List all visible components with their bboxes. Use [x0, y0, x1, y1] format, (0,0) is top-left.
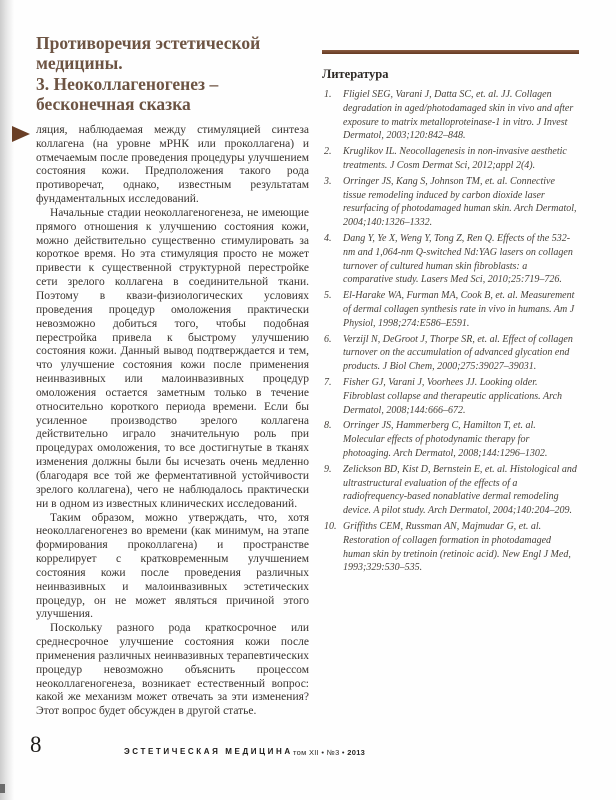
reference-number: 3. [324, 175, 332, 187]
section-divider-rule [322, 50, 579, 54]
reference-number: 2. [324, 146, 332, 158]
article-title-line-2: 3. Неоколлагеногенез – бесконечная сказка [36, 73, 219, 115]
reference-text: Orringer JS, Kang S, Johnson TM, et. al. Connective tissue remodeling induced by carbon dioxide laser resurfacing of photodamaged human skin. Arch Dermatol, 2004;140:1326–1332. [343, 175, 577, 229]
references-list [322, 88, 579, 575]
article-title [36, 33, 309, 115]
reference-number: 8. [324, 420, 332, 432]
continuation-arrow-icon [12, 126, 30, 142]
scan-artifact-mark [0, 784, 5, 793]
reference-item-10 [322, 520, 579, 575]
page-footer [0, 730, 616, 775]
journal-name: ЭСТЕТИЧЕСКАЯ МЕДИЦИНА [124, 747, 293, 756]
reference-item-7 [322, 376, 579, 417]
references-column [322, 50, 579, 577]
reference-text: Kruglikov IL. Neocollagenesis in non-invasive aesthetic treatments. J Cosm Dermat Sci, 2012;appl 2(4). [343, 146, 567, 171]
reference-item-6 [322, 333, 579, 374]
reference-text: Orringer JS, Hammerberg C, Hamilton T, et. al. Molecular effects of photodynamic therapy for photoaging. Arch Dermatol, 2008;144:1296–1302. [343, 420, 548, 459]
reference-text: El-Harake WA, Furman MA, Cook B, et. al. Measurement of dermal collagen synthesis rate in vivo in humans. Am J Physiol, 1998;274:E586–E591. [343, 290, 575, 329]
reference-item-3 [322, 175, 579, 230]
reference-number: 7. [324, 376, 332, 388]
references-heading: Литература [322, 67, 389, 81]
body-paragraph-1: ляция, наблюдаемая между стимуляцией синтеза коллагена (на уровне мРНК или проколлагена) и отмечаемым после проведения процедуры улучшением состояния кожи. Предположения такого рода противоречат, однако, известным результатам фундаментальных исследований. [36, 123, 309, 206]
reference-number: 1. [324, 89, 332, 100]
page-number: 8 [30, 732, 42, 757]
reference-item-8 [322, 419, 579, 460]
reference-number: 4. [324, 232, 332, 244]
reference-item-4 [322, 232, 579, 287]
reference-text: Dang Y, Ye X, Weng Y, Tong Z, Ren Q. Effects of the 532-nm and 1,064-nm Q-switched Nd:YAG lasers on collagen turnover of cultured human skin fibroblasts: a comparative study. Lasers Med Sci, 2010;25:719–726. [343, 232, 573, 286]
reference-item-1 [322, 88, 579, 143]
reference-text: Verzijl N, DeGroot J, Thorpe SR, et. al. Effect of collagen turnover on the accumulation of advanced glycation end products. J Biol Chem, 2000;275:39027–39031. [343, 333, 573, 373]
reference-text: Griffiths CEM, Russman AN, Majmudar G, et. al. Restoration of collagen formation in photodamaged human skin by tretinoin (retinoic acid). New Engl J Med, 1993;329:530–535. [343, 520, 571, 574]
reference-text: Fligiel SEG, Varani J, Datta SC, et. al. JJ. Collagen degradation in aged/photodamaged skin in vivo and after exposure to matrix metalloproteinase-1 in vitro. J Invest Dermatol, 2003;120:842–848. [343, 89, 574, 142]
reference-number: 6. [324, 333, 332, 345]
article-body [36, 124, 309, 719]
body-paragraph-4: Поскольку разного рода краткосрочное или среднесрочное улучшение состояния кожи после применения различных неинвазивных терапевтических процедур невозможно объяснить процессом неоколлагеногенеза, возникает естественный вопрос: какой же механизм может отвечать за эти изменения? Этот вопрос будет обсужден в другой статье. [36, 622, 309, 718]
reference-item-5 [322, 289, 579, 330]
article-column [36, 33, 309, 719]
article-title-line-1: Противоречия эстетической медицины. [36, 33, 261, 74]
reference-item-9 [322, 463, 579, 518]
issue-volume: том XII • №3 • [293, 748, 345, 757]
reference-number: 10. [324, 520, 337, 532]
issue-year: 2013 [347, 748, 366, 757]
scan-edge-shadow [0, 0, 14, 800]
reference-text: Zelickson BD, Kist D, Bernstein E, et. al. Histological and ultrastructural evaluation of the effects of a radiofrequency-based nonablative dermal remodeling device. A pilot study. Arch Dermatol, 2004;140:204–209. [343, 463, 577, 517]
reference-text: Fisher GJ, Varani J, Voorhees JJ. Looking older. Fibroblast collapse and therapeutic applications. Arch Dermatol, 2008;144:666–672. [343, 376, 563, 416]
issue-info [293, 748, 365, 757]
reference-number: 5. [324, 290, 332, 302]
reference-item-2 [322, 145, 579, 173]
body-paragraph-2: Начальные стадии неоколлагеногенеза, не имеющие прямого отношения к улучшению состояния кожи, можно действительно существенно стимулировать за короткое время. Но эта стимуляция просто не может привести к существенной структурной перестройке сети зрелого коллагена в соединительной ткани. Поэтому в квази-физиологических условиях проведения процедур омоложения практически невозможно добиться того, чтобы подобная перестройка привела к быстрому улучшению состояния кожи. Данный вывод подтверждается и тем, что улучшение состояния кожи после применения неинвазивных или малоинвазивных процедур омоложения остается заметным только в течение относительно короткого периода времени. Если бы усиленное производство зрелого коллагена действительно играло значительную роль при процедурах омоложения, то все достигнутые в тканях изменения должны были бы исчезать очень медленно (благодаря все той же ферментативной устойчивости зрелого коллагена), чего не наблюдалось практически ни в одном из известных клинических исследований. [36, 206, 309, 510]
body-paragraph-3: Таким образом, можно утверждать, что, хотя неоколлагеногенез во времени (как минимум, на этапе формирования проколлагена) и пространстве коррелирует с кратковременным улучшением состояния кожи после проведения различных неинвазивных и малоинвазивных эстетических процедур, он не может являться причиной этого улучшения. [36, 511, 309, 621]
reference-number: 9. [324, 463, 332, 475]
